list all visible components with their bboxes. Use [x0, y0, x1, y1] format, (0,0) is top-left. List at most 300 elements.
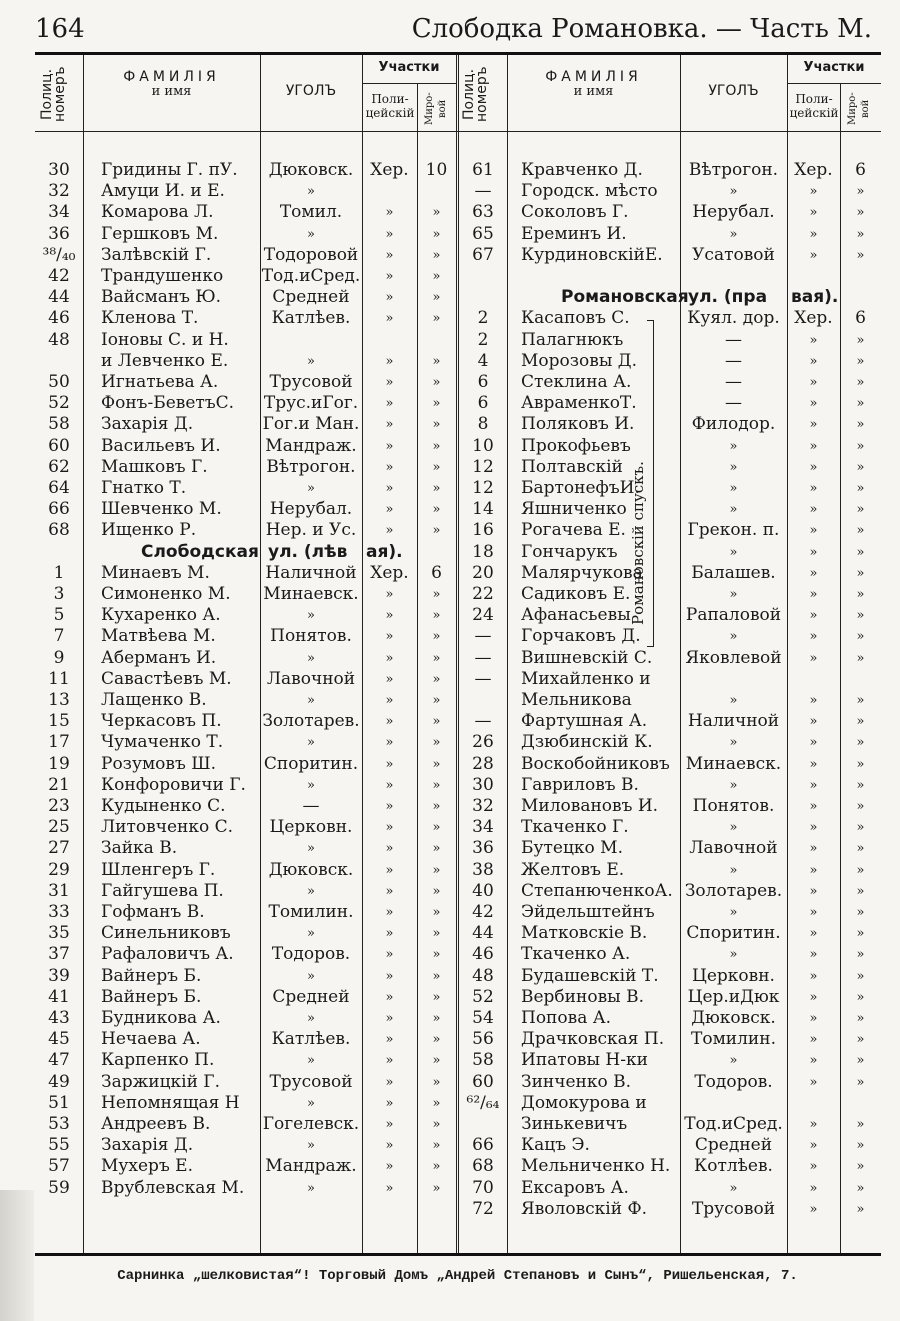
peace-district: »: [856, 735, 865, 751]
police-district: »: [809, 523, 818, 539]
table-row: [35, 754, 881, 775]
police-district: »: [385, 353, 394, 369]
police-district: »: [809, 905, 818, 920]
peace-district: »: [856, 417, 865, 433]
corner-street: Тод.иСред.: [684, 1114, 783, 1134]
corner-street: Яковлевой: [685, 647, 782, 668]
police-district: Хер.: [794, 160, 833, 180]
house-number: —: [474, 626, 492, 647]
resident-name: Кудыненко С.: [101, 796, 226, 816]
peace-district: »: [432, 311, 441, 327]
corner-street: Тодоровой: [263, 244, 359, 265]
directory-table: [35, 52, 881, 1256]
corner-street: Наличной: [265, 562, 357, 583]
peace-district: »: [432, 396, 441, 412]
house-number: 49: [48, 1071, 70, 1092]
table-row: [35, 308, 881, 329]
corner-street: Вѣтрогон.: [688, 160, 779, 180]
table-row: [35, 478, 881, 499]
table-row: [35, 542, 881, 563]
corner-street: »: [307, 777, 315, 793]
table-row: [35, 944, 881, 965]
table-row: [35, 1178, 881, 1199]
header-police-district: Поли- цейскій: [365, 92, 415, 120]
peace-district: »: [856, 799, 865, 814]
house-number: 36: [48, 223, 70, 244]
corner-street: Церковн.: [269, 817, 353, 838]
police-district: »: [385, 1011, 394, 1026]
house-number: 8: [477, 414, 489, 435]
corner-street: »: [307, 883, 315, 899]
peace-district: »: [432, 1053, 441, 1069]
police-district: »: [809, 1138, 818, 1154]
table-row: [35, 966, 881, 987]
resident-name: Соколовъ Г.: [521, 202, 629, 223]
police-district: »: [809, 650, 818, 666]
resident-name: Мельникова: [521, 690, 632, 710]
house-number: 68: [472, 1156, 494, 1177]
police-district: »: [385, 375, 394, 390]
corner-street: Понятов.: [270, 626, 352, 647]
peace-district: »: [856, 1201, 865, 1217]
house-number: 51: [48, 1092, 70, 1113]
peace-district: »: [856, 438, 865, 454]
police-district: »: [385, 862, 394, 878]
corner-street: »: [729, 1180, 738, 1196]
resident-name: Черкасовъ П.: [101, 711, 222, 732]
advertisement-footer: Сарнинка „шелковистая“! Торговый Домъ „Андрей Степановъ и Сынъ“, Ришельенская, 7.: [117, 1268, 798, 1284]
house-number: —: [474, 668, 492, 689]
resident-name: Непомнящая Н: [101, 1092, 240, 1113]
header-name: и имя: [573, 84, 614, 100]
police-district: »: [385, 502, 394, 518]
house-number: 2: [477, 329, 489, 350]
table-row: [35, 372, 881, 393]
police-district: »: [809, 968, 818, 984]
house-number: 30: [48, 160, 70, 180]
street-heading-side: ул. (пра: [688, 287, 768, 308]
table-row: [35, 351, 881, 372]
table-row: [35, 266, 881, 287]
corner-street: Наличной: [687, 711, 780, 732]
house-number: 42: [472, 902, 494, 922]
header-districts: Участки: [803, 60, 865, 75]
house-number: 64: [48, 478, 70, 498]
resident-name: Палагнюкъ: [521, 329, 624, 350]
resident-name: Зинькевичъ: [521, 1114, 628, 1134]
police-district: »: [809, 396, 818, 412]
peace-district: »: [856, 1011, 865, 1026]
corner-street: »: [729, 862, 738, 878]
header-peace-district: Миро- вой: [847, 92, 871, 126]
page-number: 164: [35, 14, 85, 44]
resident-name: Стеклина А.: [521, 372, 632, 392]
table-row: [35, 881, 881, 902]
peace-district: »: [856, 332, 865, 348]
peace-district: »: [856, 353, 865, 369]
resident-name: Гончарукъ: [521, 541, 618, 562]
police-district: »: [809, 714, 818, 730]
corner-street: »: [307, 1095, 315, 1111]
table-row: [35, 1199, 881, 1220]
house-number: 41: [48, 986, 70, 1007]
police-district: »: [385, 629, 394, 645]
police-district: »: [385, 650, 394, 666]
peace-district: »: [856, 226, 865, 242]
table-row: [35, 245, 881, 266]
corner-street: Мандраж.: [265, 1156, 357, 1177]
house-number: 59: [48, 1177, 70, 1198]
resident-name: Амуци И. и Е.: [101, 181, 225, 202]
house-number: 58: [472, 1050, 494, 1071]
corner-street: Споритин.: [686, 923, 781, 944]
table-row: [35, 457, 881, 478]
police-district: »: [809, 184, 818, 200]
police-district: »: [385, 459, 394, 475]
corner-street: Золотарев.: [262, 711, 360, 732]
peace-district: »: [856, 523, 865, 539]
corner-street: Томил.: [279, 202, 343, 223]
police-district: »: [809, 353, 818, 369]
peace-district: »: [432, 671, 441, 687]
peace-district: »: [856, 989, 865, 1005]
resident-name: Садиковъ Е.: [521, 584, 631, 604]
police-district: »: [385, 926, 394, 942]
peace-district: »: [856, 375, 865, 390]
resident-name: Поляковъ И.: [521, 414, 635, 435]
peace-district: »: [432, 1095, 441, 1111]
corner-street: »: [307, 1138, 315, 1154]
house-number: 1: [53, 562, 65, 583]
police-district: »: [809, 205, 818, 221]
peace-district: »: [856, 608, 865, 624]
peace-district: »: [432, 799, 441, 814]
resident-name: Михайленко и: [521, 668, 651, 689]
peace-district: »: [856, 693, 865, 708]
peace-district: »: [856, 1032, 865, 1048]
table-row: [35, 393, 881, 414]
resident-name: Заржицкій Г.: [101, 1071, 220, 1092]
corner-street: Нерубал.: [269, 499, 353, 520]
peace-district: »: [856, 396, 865, 412]
police-district: »: [385, 777, 394, 793]
resident-name: Гридины Г. пУ.: [101, 160, 238, 180]
street-heading-side: ая).: [366, 541, 403, 562]
house-number: 72: [472, 1198, 494, 1219]
resident-name: Ипатовы Н-ки: [521, 1050, 648, 1071]
house-number: 39: [48, 965, 70, 986]
police-district: »: [809, 820, 818, 836]
house-number: 10: [472, 435, 494, 456]
house-number: 7: [53, 626, 65, 647]
header-surname: ФАМИЛІЯ: [545, 69, 642, 85]
house-number: 30: [472, 774, 494, 795]
police-district: »: [809, 502, 818, 518]
police-district: »: [809, 608, 818, 624]
house-number: 28: [472, 753, 494, 774]
corner-street: Котлѣев.: [694, 1156, 773, 1177]
peace-district: »: [856, 862, 865, 878]
peace-district: »: [856, 756, 865, 772]
police-district: »: [385, 1180, 394, 1196]
table-row: [35, 732, 881, 753]
house-number: 56: [472, 1029, 494, 1050]
corner-street: »: [307, 353, 315, 369]
table-row: [35, 775, 881, 796]
police-district: »: [809, 375, 818, 390]
house-number: 60: [48, 435, 70, 456]
police-district: »: [385, 968, 394, 984]
house-number: 35: [48, 923, 70, 944]
resident-name: Минаевъ М.: [101, 562, 210, 583]
corner-street: Дюковск.: [268, 859, 354, 880]
peace-district: »: [432, 650, 441, 666]
police-district: »: [809, 735, 818, 751]
house-number: ⁶²/₆₄: [466, 1092, 500, 1113]
resident-name: Рафаловичъ А.: [101, 944, 234, 965]
house-number: 57: [48, 1156, 70, 1177]
resident-name: Будашевскій Т.: [521, 965, 659, 986]
police-district: »: [809, 226, 818, 242]
police-district: »: [385, 1074, 394, 1090]
table-row: [35, 923, 881, 944]
police-district: »: [809, 247, 818, 263]
peace-district: »: [432, 820, 441, 836]
table-row: [35, 860, 881, 881]
table-row: [35, 584, 881, 605]
resident-name: Фартушная А.: [521, 711, 648, 732]
resident-name: Ткаченко Г.: [521, 817, 629, 838]
house-number: 6: [477, 393, 489, 414]
peace-district: »: [432, 1180, 441, 1196]
resident-name: Домокурова и: [521, 1092, 647, 1113]
header-corner: УГОЛЪ: [708, 83, 759, 99]
house-number: 40: [472, 880, 494, 901]
police-district: »: [385, 671, 394, 687]
peace-district: »: [432, 989, 441, 1005]
resident-name: и Левченко Е.: [101, 350, 229, 371]
house-number: 62: [48, 456, 70, 477]
resident-name: АвраменкоТ.: [521, 393, 637, 414]
corner-street: Дюковск.: [691, 1008, 776, 1028]
police-district: »: [809, 926, 818, 942]
peace-district: »: [432, 735, 441, 751]
resident-name: СтепанюченкоА.: [521, 880, 673, 901]
police-district: »: [809, 417, 818, 433]
peace-district: »: [432, 1032, 441, 1048]
table-row: [35, 605, 881, 626]
house-number: 60: [472, 1071, 494, 1092]
resident-name: Касаповъ С.: [521, 308, 630, 329]
corner-street: Минаевск.: [263, 584, 359, 604]
peace-district: »: [856, 926, 865, 942]
peace-district: »: [856, 1053, 865, 1069]
house-number: 32: [472, 796, 494, 816]
peace-district: 10: [425, 160, 448, 180]
corner-street: »: [729, 226, 738, 242]
corner-street: »: [729, 481, 738, 496]
resident-name: Залѣвскій Г.: [101, 244, 212, 265]
corner-street: »: [307, 841, 315, 857]
peace-district: »: [856, 650, 865, 666]
peace-district: »: [432, 883, 441, 899]
peace-district: »: [432, 777, 441, 793]
resident-name: Горчаковъ Д.: [521, 626, 641, 647]
police-district: »: [809, 565, 818, 581]
corner-street: »: [729, 947, 738, 963]
police-district: »: [809, 883, 818, 899]
corner-street: »: [729, 544, 738, 560]
resident-name: Кацъ Э.: [521, 1135, 590, 1156]
police-district: »: [385, 1159, 394, 1175]
police-district: »: [809, 1011, 818, 1026]
corner-street: »: [307, 1053, 315, 1069]
header-name: и имя: [151, 84, 192, 100]
house-number: 36: [472, 838, 494, 859]
resident-name: Гнатко Т.: [101, 478, 187, 498]
corner-street: »: [729, 693, 738, 708]
corner-street: »: [729, 459, 738, 475]
resident-name: Аберманъ И.: [101, 647, 217, 668]
corner-street: Вѣтрогон.: [266, 456, 356, 477]
house-number: 48: [472, 965, 494, 986]
police-district: »: [385, 205, 394, 221]
resident-name: Врублевская М.: [101, 1177, 245, 1198]
corner-street: Средней: [694, 1135, 773, 1156]
resident-name: Мельниченко Н.: [521, 1156, 671, 1177]
police-district: »: [809, 756, 818, 772]
peace-district: »: [432, 226, 441, 242]
corner-street: »: [729, 905, 738, 920]
peace-district: »: [432, 1159, 441, 1175]
peace-district: »: [432, 459, 441, 475]
house-number: 9: [53, 647, 65, 668]
corner-street: Минаевск.: [685, 753, 782, 774]
house-number: 31: [48, 880, 70, 901]
corner-street: Трусовой: [269, 372, 353, 392]
corner-street: »: [307, 608, 315, 624]
police-district: »: [385, 820, 394, 836]
police-district: »: [385, 587, 394, 602]
corner-street: »: [729, 438, 738, 454]
street-heading-side: ул. (лѣв: [268, 541, 348, 562]
resident-name: Гершковъ М.: [101, 223, 219, 244]
resident-name: Конфоровичи Г.: [101, 774, 246, 795]
house-number: 43: [48, 1008, 70, 1028]
corner-street: Филодор.: [691, 414, 776, 435]
peace-district: »: [856, 587, 865, 602]
house-number: 50: [48, 372, 70, 392]
peace-district: »: [432, 290, 441, 306]
peace-district: »: [432, 968, 441, 984]
peace-district: 6: [431, 562, 442, 583]
peace-district: »: [432, 862, 441, 878]
peace-district: »: [856, 459, 865, 475]
house-number: 6: [477, 372, 489, 392]
corner-street: Трус.иГог.: [263, 393, 359, 414]
house-number: —: [474, 711, 492, 732]
house-number: 67: [472, 244, 494, 265]
house-number: 11: [48, 668, 70, 689]
resident-name: КурдиновскійЕ.: [521, 244, 663, 265]
peace-district: »: [856, 184, 865, 200]
peace-district: »: [432, 438, 441, 454]
corner-street: Грекон. п.: [687, 520, 780, 541]
corner-street: Лавочной: [266, 668, 356, 689]
house-number: 15: [48, 711, 70, 732]
table-row: [35, 1050, 881, 1071]
resident-name: Зайка В.: [101, 838, 178, 859]
police-district: »: [809, 989, 818, 1005]
peace-district: »: [856, 1138, 865, 1154]
resident-name: Ткаченко А.: [521, 944, 631, 965]
resident-name: Синельниковъ: [101, 923, 231, 944]
police-district: »: [385, 735, 394, 751]
peace-district: »: [432, 714, 441, 730]
corner-street: Трусовой: [691, 1198, 776, 1219]
corner-street: Тод.иСред.: [261, 266, 361, 286]
peace-district: »: [432, 1138, 441, 1154]
police-district: »: [385, 247, 394, 263]
corner-street: Куял. дор.: [687, 308, 780, 329]
peace-district: »: [432, 523, 441, 539]
scan-shadow: [0, 1190, 34, 1321]
header-surname-block: [507, 69, 680, 100]
resident-name: Савастѣевъ М.: [101, 668, 232, 689]
peace-district: »: [432, 905, 441, 920]
house-number: 18: [472, 541, 494, 562]
resident-name: Кухаренко А.: [101, 605, 221, 626]
table-row: [35, 287, 881, 308]
resident-name: Будникова А.: [101, 1008, 221, 1028]
table-row: [35, 648, 881, 669]
house-number: 70: [472, 1177, 494, 1198]
peace-district: »: [432, 205, 441, 221]
resident-name: Вайнеръ Б.: [101, 986, 202, 1007]
header-peace-district: Миро- вой: [424, 92, 448, 126]
corner-street: Рапаловой: [685, 605, 782, 626]
house-number: 12: [472, 456, 494, 477]
house-number: 13: [48, 690, 70, 710]
resident-name: Захарія Д.: [101, 414, 194, 435]
police-district: »: [809, 947, 818, 963]
table-row: [35, 1029, 881, 1050]
corner-street: Нерубал.: [692, 202, 775, 223]
house-number: 19: [48, 753, 70, 774]
peace-district: »: [856, 544, 865, 560]
police-district: »: [385, 756, 394, 772]
header-police-district: Поли- цейскій: [789, 92, 839, 120]
resident-name: Бутецко М.: [521, 838, 623, 859]
police-district: »: [385, 417, 394, 433]
table-row: [35, 520, 881, 541]
corner-street: »: [307, 693, 315, 708]
resident-name: Морозовы Д.: [521, 350, 637, 371]
house-number: 4: [477, 350, 489, 371]
peace-district: »: [856, 968, 865, 984]
corner-street: Томилин.: [268, 902, 354, 922]
resident-name: Воскобойниковъ: [521, 753, 670, 774]
corner-street: Гогелевск.: [262, 1114, 360, 1134]
resident-name: Матковскіе В.: [521, 923, 648, 944]
corner-street: »: [729, 502, 738, 518]
police-district: »: [385, 481, 394, 496]
resident-name: Желтовъ Е.: [521, 859, 625, 880]
resident-name: Васильевъ И.: [101, 435, 221, 456]
police-district: »: [385, 311, 394, 327]
peace-district: »: [856, 247, 865, 263]
resident-name: Комарова Л.: [101, 202, 214, 223]
